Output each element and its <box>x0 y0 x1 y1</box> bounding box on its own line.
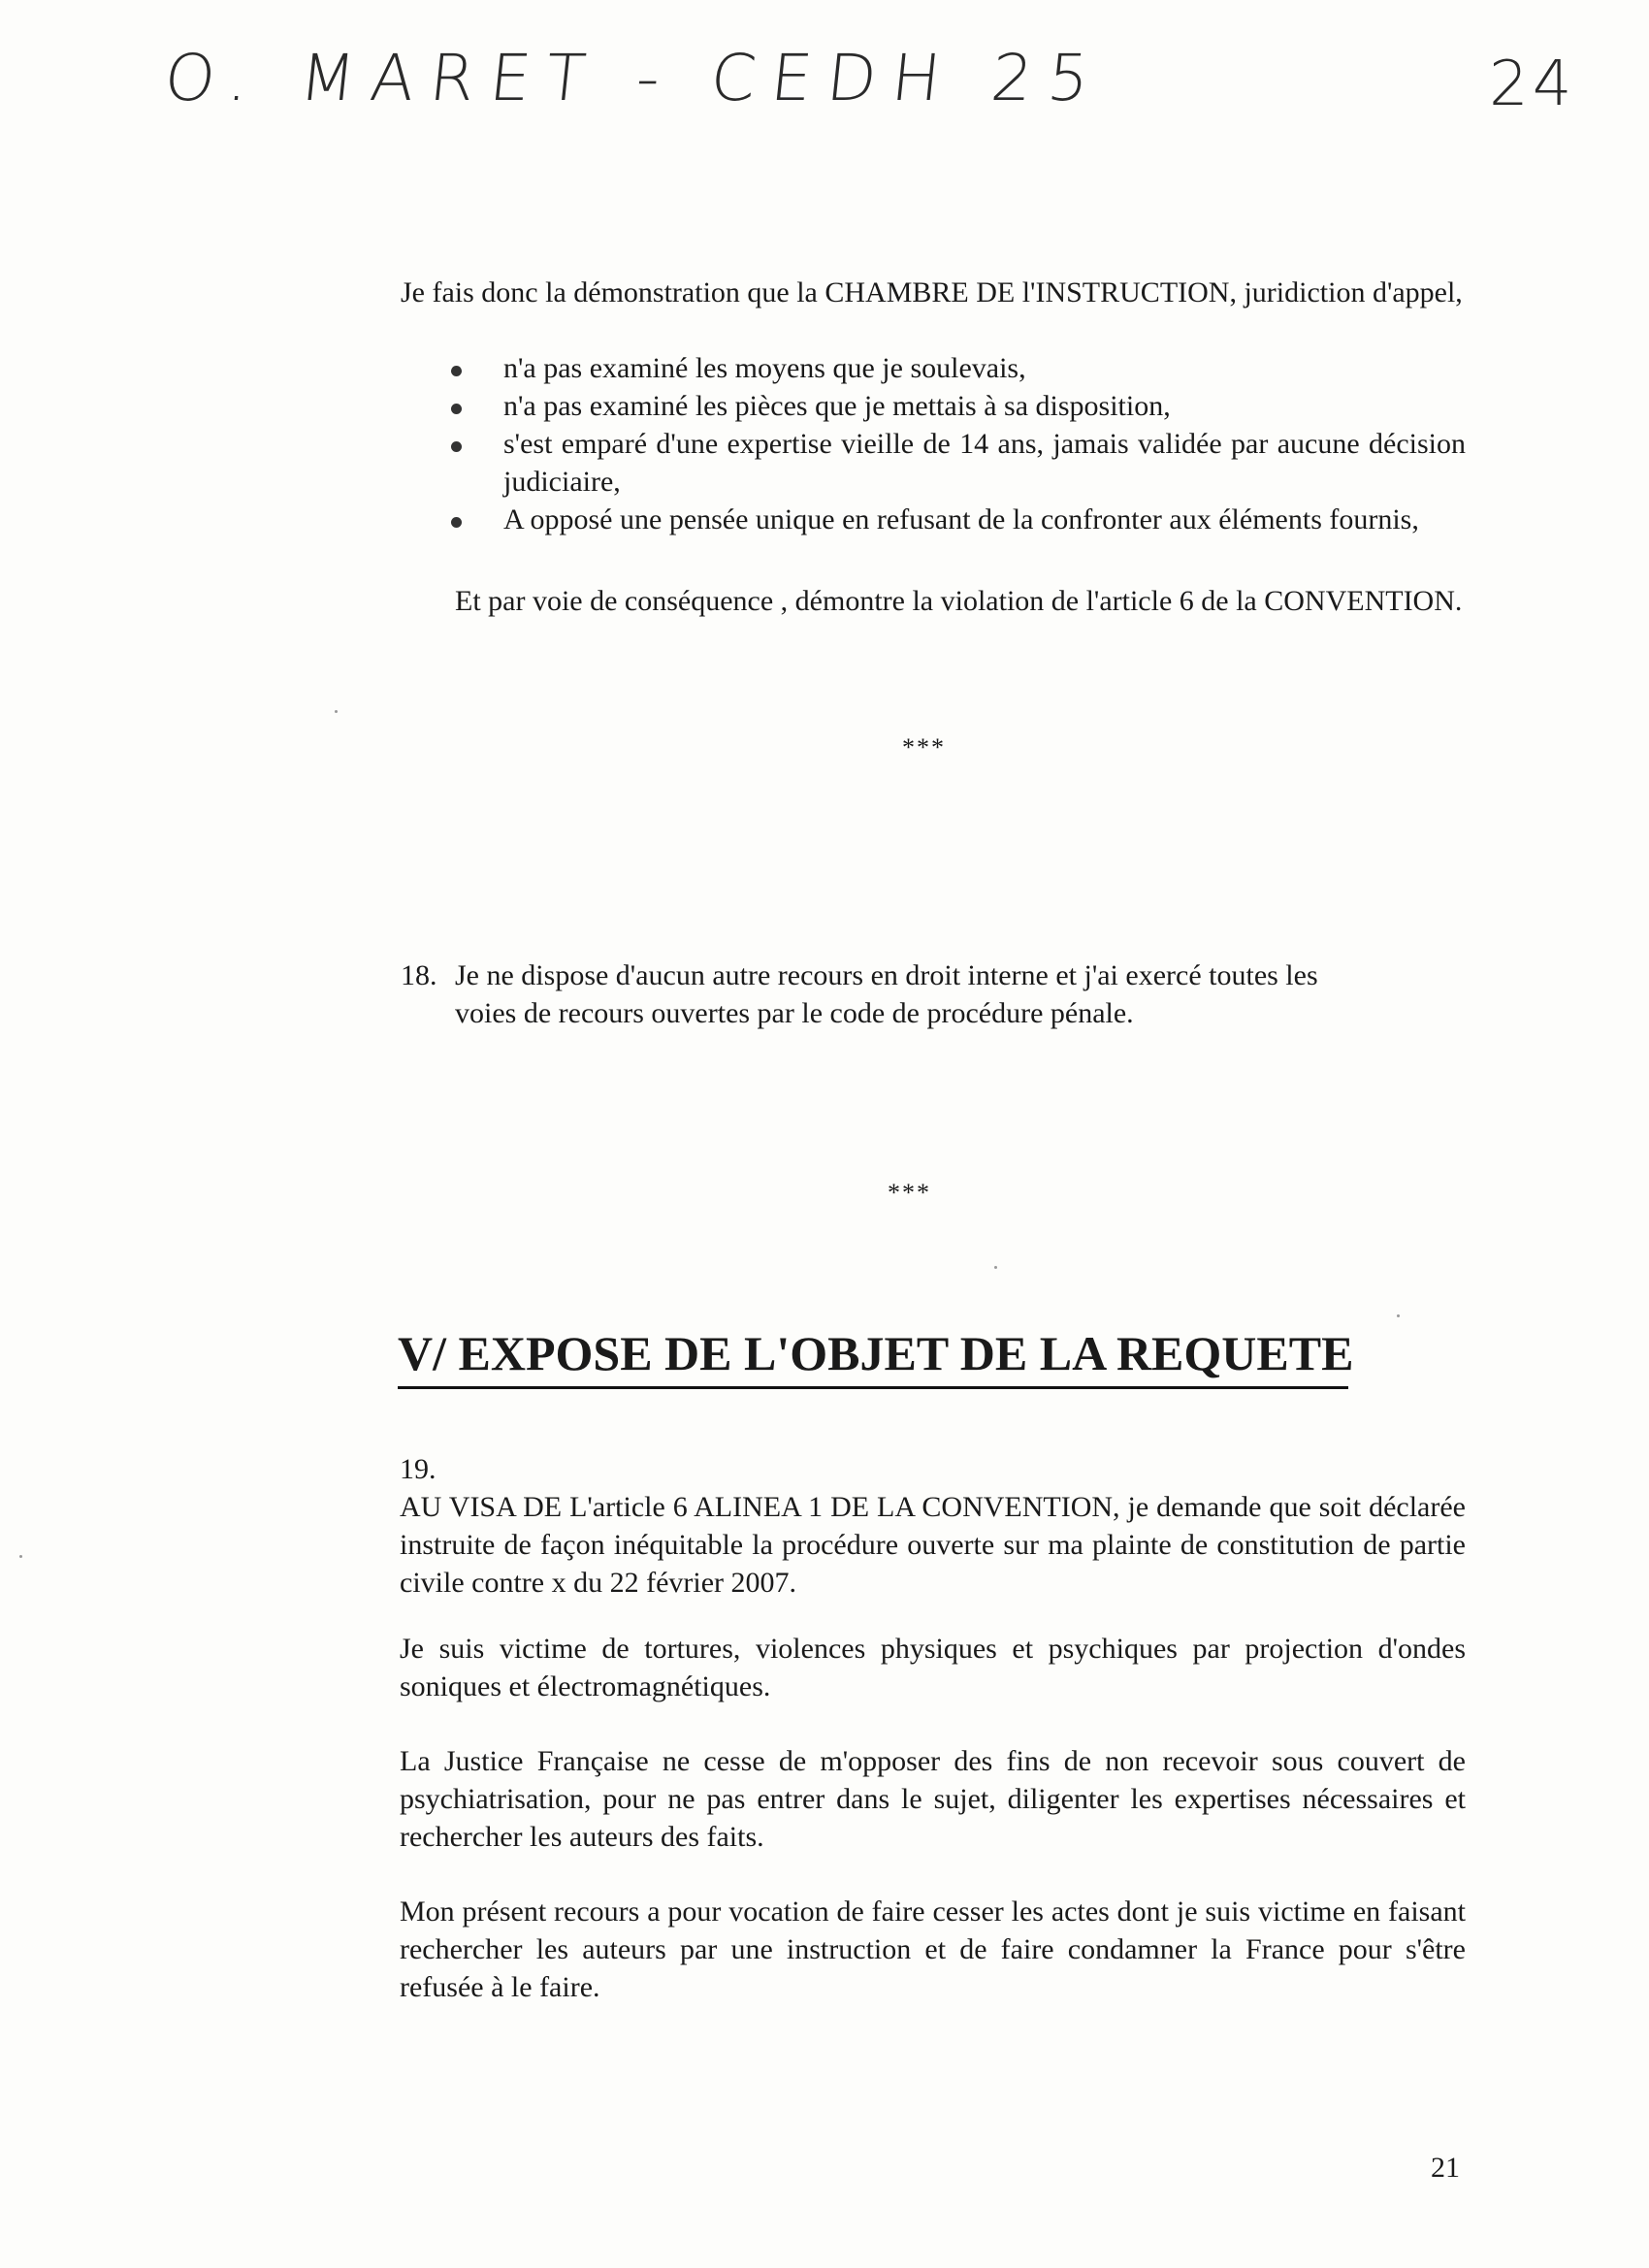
item-number: 18. <box>401 959 437 991</box>
conclusion-paragraph: Et par voie de conséquence , démontre la violation de l'article 6 de la CONVENTION. <box>455 585 1463 617</box>
page-number: 21 <box>1431 2152 1460 2184</box>
bullet-list <box>451 349 1466 538</box>
handwritten-page-number: 24 <box>1489 49 1576 120</box>
separator: *** <box>902 733 946 761</box>
list-item: n'a pas examiné les moyens que je soulevais, <box>451 349 1466 387</box>
item-19 <box>400 1450 1466 1602</box>
separator: *** <box>888 1179 931 1207</box>
handwritten-annotation: O. MARET - CEDH 25 <box>160 41 1109 115</box>
section-heading: V/ EXPOSE DE L'OBJET DE LA REQUETE <box>398 1326 1354 1380</box>
item-text-line1: Je ne dispose d'aucun autre recours en droit interne et j'ai exercé toutes les <box>455 959 1318 991</box>
item-18 <box>401 956 1466 1032</box>
bullet-icon <box>451 517 462 528</box>
paragraph: Mon présent recours a pour vocation de faire cesser les actes dont je suis victime en faisant rechercher les auteurs par une instruction et de faire condamner la France pour s'être refusée à le faire. <box>400 1895 1466 2003</box>
bullet-icon <box>451 366 462 376</box>
scan-speck <box>1397 1314 1400 1317</box>
item-text-line2: voies de recours ouvertes par le code de procédure pénale. <box>455 997 1134 1029</box>
item-number: 19. <box>400 1453 436 1485</box>
paragraph: La Justice Française ne cesse de m'opposer des fins de non recevoir sous couvert de psychiatrisation, pour ne pas entrer dans le sujet, diligenter les expertises nécessaires et rechercher les auteurs des faits. <box>400 1745 1466 1853</box>
list-item: n'a pas examiné les pièces que je mettais à sa disposition, <box>451 387 1466 425</box>
bullet-icon <box>451 404 462 414</box>
list-item: s'est emparé d'une expertise vieille de 14 ans, jamais validée par aucune décision judiciaire, <box>451 425 1466 501</box>
intro-paragraph: Je fais donc la démonstration que la CHAMBRE DE l'INSTRUCTION, juridiction d'appel, <box>401 276 1463 308</box>
scan-speck <box>19 1555 22 1558</box>
paragraph: Je suis victime de tortures, violences physiques et psychiques par projection d'ondes soniques et électromagnétiques. <box>400 1633 1466 1702</box>
list-item: A opposé une pensée unique en refusant de la confronter aux éléments fournis, <box>451 501 1466 538</box>
item-text: AU VISA DE L'article 6 ALINEA 1 DE LA CONVENTION, je demande que soit déclarée instruite de façon inéquitable la procédure ouverte sur ma plainte de constitution de partie civile contre x du 22 février 2007. <box>400 1491 1466 1599</box>
bullet-icon <box>451 441 462 452</box>
heading-underline <box>398 1386 1348 1389</box>
scan-speck <box>335 710 338 713</box>
scan-speck <box>994 1266 997 1269</box>
